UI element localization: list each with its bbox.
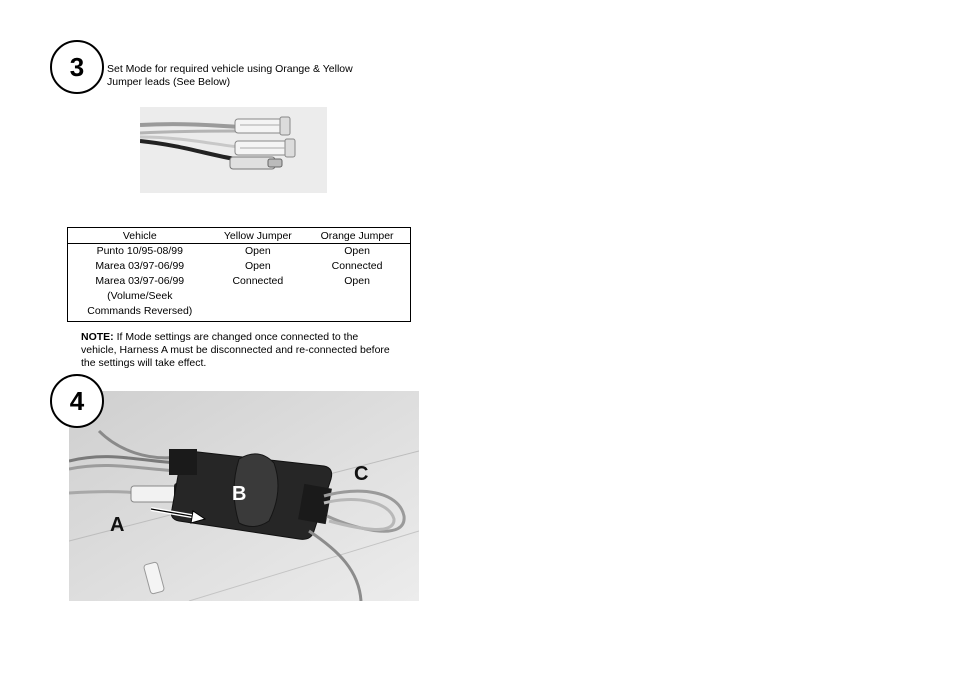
- note-text: If Mode settings are changed once connected to the vehicle, Harness A must be disconnected and re-connected before the settings will take effect.: [81, 331, 390, 369]
- table-cell: (Volume/Seek: [107, 290, 173, 302]
- table-row: [68, 274, 411, 289]
- table-cell: Commands Reversed): [87, 305, 193, 317]
- table-cell: Marea 03/97-06/99: [95, 275, 185, 287]
- column-header-orange-jumper: Orange Jumper: [304, 228, 410, 244]
- table-cell: [212, 289, 305, 304]
- table-cell: Marea 03/97-06/99: [95, 260, 185, 272]
- table-cell: [212, 304, 305, 322]
- table-cell: [304, 289, 410, 304]
- step-4-number: 4: [69, 385, 85, 416]
- table-cell: Punto 10/95-08/99: [96, 245, 183, 257]
- table-cell: Open: [245, 260, 271, 272]
- table-header-row: [68, 228, 411, 244]
- jumper-leads-photo: [140, 107, 327, 193]
- note-paragraph: [81, 331, 391, 370]
- step-3-badge: [50, 40, 104, 94]
- jumper-leads-illustration: [140, 107, 327, 193]
- column-header-yellow-jumper: Yellow Jumper: [212, 228, 305, 244]
- table-row: [68, 304, 411, 322]
- column-header-vehicle: Vehicle: [68, 228, 212, 244]
- table-cell: Open: [344, 275, 370, 287]
- note-label: NOTE:: [81, 331, 114, 343]
- table-cell: Connected: [331, 260, 383, 272]
- step-4-badge: [50, 374, 104, 428]
- step-3-number: 3: [69, 51, 85, 82]
- interface-module-photo: [69, 391, 419, 601]
- step-3-instruction: Set Mode for required vehicle using Orange & Yellow Jumper leads (See Below): [107, 63, 353, 88]
- label-harness-c: C: [354, 463, 369, 485]
- table-row: [68, 244, 411, 260]
- table-cell: Open: [344, 245, 370, 257]
- table-row: [68, 259, 411, 274]
- table-cell: Connected: [232, 275, 284, 287]
- label-module-b: B: [232, 483, 247, 505]
- label-harness-a: A: [110, 514, 125, 536]
- table-cell: [304, 304, 410, 322]
- table-cell: Open: [245, 245, 271, 257]
- table-row: [68, 289, 411, 304]
- mode-settings-table: [67, 227, 411, 322]
